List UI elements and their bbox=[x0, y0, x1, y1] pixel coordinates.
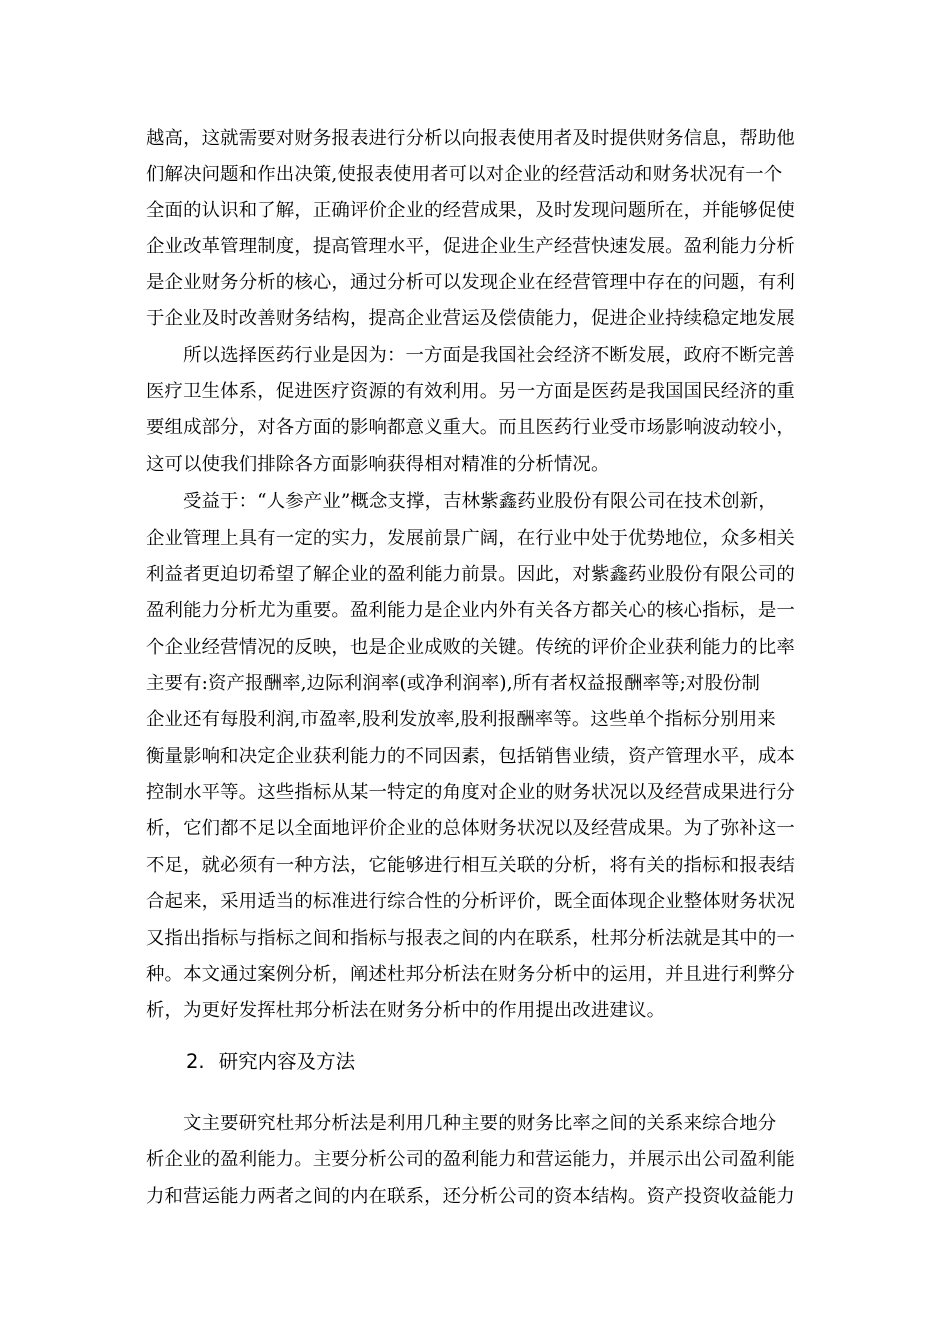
text-line: 们解决问题和作出决策,使报表使用者可以对企业的经营活动和财务状况有一个 bbox=[146, 164, 783, 185]
text-line: 合起来，采用适当的标准进行综合性的分析评价，既全面体现企业整体财务状况 bbox=[146, 891, 795, 912]
text-line: 力和营运能力两者之间的内在联系，还分析公司的资本结构。资产投资收益能力 bbox=[146, 1186, 795, 1207]
text-line: 个企业经营情况的反映，也是企业成败的关键。传统的评价企业获利能力的比率 bbox=[146, 637, 795, 658]
text-line: 盈利能力分析尤为重要。盈利能力是企业内外有关各方都关心的核心指标，是一 bbox=[146, 600, 795, 621]
text-line: 析，为更好发挥杜邦分析法在财务分析中的作用提出改进建议。 bbox=[146, 1000, 666, 1021]
text-line: 企业改革管理制度，提高管理水平，促进企业生产经营快速发展。盈利能力分析 bbox=[146, 236, 795, 257]
text-line: 越高，这就需要对财务报表进行分析以向报表使用者及时提供财务信息，帮助他 bbox=[146, 128, 795, 149]
text-line: 所以选择医药行业是因为：一方面是我国社会经济不断发展，政府不断完善 bbox=[183, 345, 795, 366]
section-title: 研究内容及方法 bbox=[218, 1050, 356, 1073]
text-line: 主要有:资产报酬率,边际利润率(或净利润率),所有者权益报酬率等;对股份制 bbox=[146, 673, 761, 694]
section-number: 2. bbox=[186, 1050, 205, 1073]
section-heading bbox=[186, 1049, 355, 1075]
text-line: 析企业的盈利能力。主要分析公司的盈利能力和营运能力，并展示出公司盈利能 bbox=[146, 1149, 795, 1170]
text-line: 企业还有每股利润,市盈率,股利发放率,股利报酬率等。这些单个指标分别用来 bbox=[146, 709, 776, 730]
text-line: 企业管理上具有一定的实力，发展前景广阔，在行业中处于优势地位，众多相关 bbox=[146, 528, 795, 549]
text-line: 全面的认识和了解，正确评价企业的经营成果，及时发现问题所在，并能够促使 bbox=[146, 200, 795, 221]
text-line: 受益于：“人参产业”概念支撑，吉林紫鑫药业股份有限公司在技术创新， bbox=[183, 491, 777, 512]
text-line: 这可以使我们排除各方面影响获得相对精准的分析情况。 bbox=[146, 454, 610, 475]
text-line: 医疗卫生体系，促进医疗资源的有效利用。另一方面是医药是我国国民经济的重 bbox=[146, 381, 795, 402]
text-line: 衡量影响和决定企业获利能力的不同因素，包括销售业绩，资产管理水平，成本 bbox=[146, 746, 795, 767]
text-line: 于企业及时改善财务结构，提高企业营运及偿债能力，促进企业持续稳定地发展 bbox=[146, 308, 795, 329]
text-line: 利益者更迫切希望了解企业的盈利能力前景。因此，对紫鑫药业股份有限公司的 bbox=[146, 564, 795, 585]
text-line: 文主要研究杜邦分析法是利用几种主要的财务比率之间的关系来综合地分 bbox=[183, 1113, 777, 1134]
text-line: 析，它们都不足以全面地评价企业的总体财务状况以及经营成果。为了弥补这一 bbox=[146, 818, 795, 839]
text-line: 是企业财务分析的核心，通过分析可以发现企业在经营管理中存在的问题，有利 bbox=[146, 272, 795, 293]
text-line: 控制水平等。这些指标从某一特定的角度对企业的财务状况以及经营成果进行分 bbox=[146, 782, 795, 803]
text-line: 又指出指标与指标之间和指标与报表之间的内在联系，杜邦分析法就是其中的一 bbox=[146, 928, 795, 949]
text-line: 要组成部分，对各方面的影响都意义重大。而且医药行业受市场影响波动较小， bbox=[146, 417, 795, 438]
text-line: 不足，就必须有一种方法，它能够进行相互关联的分析，将有关的指标和报表结 bbox=[146, 855, 795, 876]
text-line: 种。本文通过案例分析，阐述杜邦分析法在财务分析中的运用，并且进行利弊分 bbox=[146, 964, 795, 985]
